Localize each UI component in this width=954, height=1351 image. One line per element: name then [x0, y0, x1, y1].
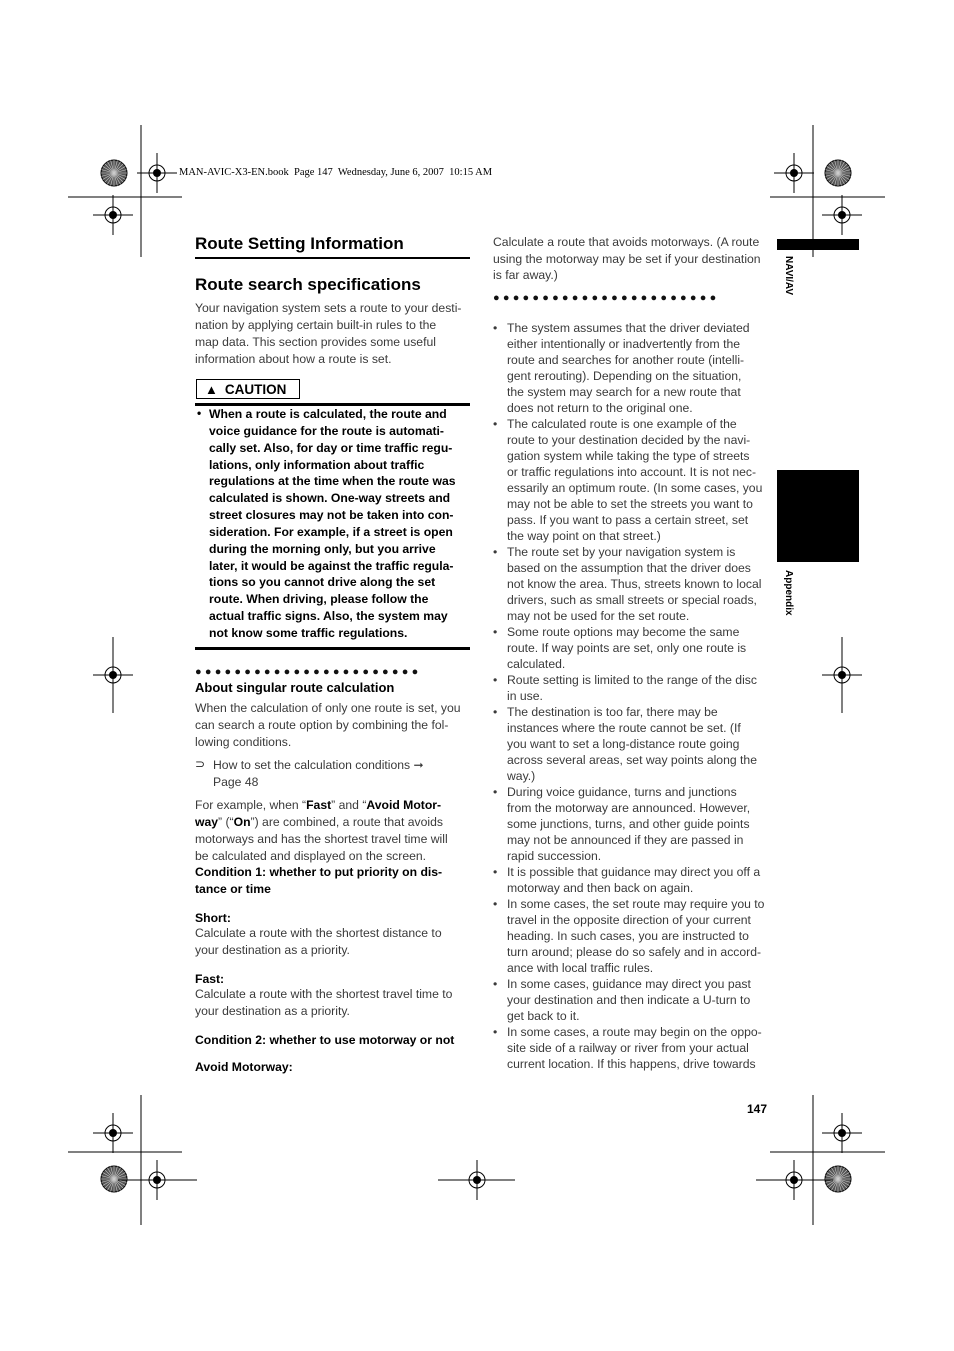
bullet-marker: •: [493, 545, 498, 559]
avoid-motorway-description: [493, 234, 761, 284]
text-line: gation system while taking the type of streets: [507, 449, 750, 463]
caution-text: [209, 406, 456, 642]
text-line: street closures may not be taken into con-: [209, 508, 454, 523]
text-line: When a route is calculated, the route and: [209, 407, 447, 421]
text-line: site side of a railway or river from your actual: [507, 1041, 749, 1055]
text-line: can search a route option by combining the fol-: [195, 718, 449, 732]
divider: [195, 647, 470, 650]
text-line: gent rerouting). Depending on the situation,: [507, 369, 742, 383]
dotted-separator: ●●●●●●●●●●●●●●●●●●●●●●●: [493, 292, 720, 304]
text-line: The system assumes that the driver deviated: [507, 321, 750, 335]
text-line: some junctions, turns, and other guide points: [507, 817, 750, 831]
text-line: tions so you cannot drive along the set: [209, 575, 436, 590]
text-line: How to set the calculation conditions ➞: [213, 758, 424, 772]
list-item: [507, 544, 762, 624]
page-reference-link[interactable]: [213, 757, 424, 791]
text-line: or traffic regulations into account. It is not nec-: [507, 465, 757, 479]
text-line: based on the assumption that the driver does: [507, 561, 751, 575]
text-segment: ” (“: [218, 815, 234, 829]
text-segment: For example, when “: [195, 798, 307, 812]
emphasis-text: Fast: [306, 798, 332, 812]
text-line: drivers, such as small streets or special roads,: [507, 593, 757, 607]
emphasis-text: way: [195, 815, 219, 829]
text-line: calculated is shown. One-way streets and: [209, 491, 451, 506]
text-line: route to your destination decided by the navi-: [507, 433, 751, 447]
side-tab-appendix: Appendix: [783, 570, 794, 616]
subsection-title: Route search specifications: [195, 275, 421, 294]
text-line: your destination as a priority.: [195, 943, 350, 957]
text-line: pass. If you want to pass a certain street, set: [507, 513, 749, 527]
text-line: [195, 831, 448, 848]
caution-badge: [196, 379, 300, 399]
text-line: It is possible that guidance may direct you off a: [507, 865, 761, 879]
text-line: may not be announced if they are passed in: [507, 833, 744, 847]
text-line: get back to it.: [507, 1009, 580, 1023]
text-line: The destination is too far, there may be: [507, 705, 718, 719]
list-item: [507, 864, 760, 896]
text-line: [195, 814, 448, 831]
text-line: The route set by your navigation system is: [507, 545, 736, 559]
text-line: In some cases, guidance may direct you past: [507, 977, 751, 991]
singular-paragraph: [195, 700, 461, 751]
bullet-marker: •: [493, 977, 498, 991]
emphasis-text: On: [233, 815, 251, 829]
bullet-marker: •: [493, 865, 498, 879]
text-line: route and searches for another route (intelli-: [507, 353, 745, 367]
text-line: nation by applying certain built-in rules to the: [195, 318, 437, 332]
text-segment: ” and “: [331, 798, 367, 812]
text-segment: ”) are combined, a route that avoids: [250, 815, 443, 829]
text-line: motorway and then back on again.: [507, 881, 694, 895]
bullet-marker: •: [197, 406, 202, 420]
text-line: Route setting is limited to the range of the disc: [507, 673, 757, 687]
text-line: rapid succession.: [507, 849, 602, 863]
text-line: Some route options may become the same: [507, 625, 740, 639]
text-line: travel in the opposite direction of your current: [507, 913, 751, 927]
list-item: [507, 896, 764, 976]
list-item: [507, 704, 757, 784]
example-paragraph: [195, 797, 448, 865]
bullet-marker: •: [493, 897, 498, 911]
list-item: [507, 320, 750, 416]
list-item: [507, 976, 751, 1024]
bullet-marker: •: [493, 321, 498, 335]
text-line: Your navigation system sets a route to your desti-: [195, 301, 462, 315]
text-line: using the motorway may be set if your destination: [493, 251, 761, 266]
text-line: the system may search for a new route that: [507, 385, 741, 399]
text-line: either intentionally or inadvertently from the: [507, 337, 741, 351]
fast-label: Fast:: [195, 972, 225, 986]
text-line: In some cases, a route may begin on the oppo-: [507, 1025, 762, 1039]
bullet-marker: •: [493, 785, 498, 799]
list-item: [507, 416, 762, 544]
intro-paragraph: [195, 300, 461, 368]
dotted-separator: ●●●●●●●●●●●●●●●●●●●●●●●: [195, 666, 422, 678]
text-line: may not be able to set the streets you want to: [507, 497, 753, 511]
condition-1-heading: [195, 864, 442, 898]
text-line: route. If way points are set, only one route is: [507, 641, 747, 655]
condition-2-heading: Condition 2: whether to use motorway or not: [195, 1033, 455, 1047]
text-line: Calculate a route that avoids motorways. (A route: [493, 235, 760, 249]
text-line: during the morning only, but you arrive: [209, 541, 436, 556]
text-line: actual traffic signs. Also, the system may: [209, 609, 448, 624]
text-line: lowing conditions.: [195, 735, 292, 749]
section-title: Route Setting Information: [195, 234, 404, 253]
text-line: map data. This section provides some useful: [195, 335, 436, 349]
text-line: may not be used for the set route.: [507, 609, 690, 623]
text-line: In some cases, the set route may require you to: [507, 897, 765, 911]
text-line: regulations at the time when the route was: [209, 474, 456, 489]
text-line: route. When driving, please follow the: [209, 592, 429, 607]
text-line: way.): [507, 769, 536, 783]
bullet-marker: •: [493, 417, 498, 431]
text-line: voice guidance for the route is automati-: [209, 423, 444, 438]
text-line: current location. If this happens, drive towards: [507, 1057, 756, 1071]
caution-label: CAUTION: [224, 381, 287, 397]
short-description: [195, 925, 442, 959]
avoid-motorway-label: Avoid Motorway:: [195, 1060, 293, 1074]
text-line: from the motorway are announced. However,: [507, 801, 751, 815]
text-line: lations, only information about traffic: [209, 457, 425, 472]
list-item: [507, 1024, 762, 1072]
text-line: Calculate a route with the shortest distance to: [195, 926, 442, 940]
text-line: heading. In such cases, you are instructed to: [507, 929, 749, 943]
text-line: later, it would be against the traffic regula-: [209, 558, 454, 573]
text-line: cally set. Also, for day or time traffic regu-: [209, 440, 453, 455]
text-line: The calculated route is one example of the: [507, 417, 737, 431]
text-line: [195, 797, 448, 814]
text-line: Page 48: [213, 775, 259, 789]
text-line: across several areas, set way points along the: [507, 753, 757, 767]
print-header: MAN-AVIC-X3-EN.book Page 147 Wednesday, June 6, 2007 10:15 AM: [179, 167, 493, 178]
text-line: turn around; please do so safely and in accord-: [507, 945, 762, 959]
text-line: [195, 848, 448, 865]
list-item: [507, 624, 746, 672]
text-line: When the calculation of only one route is set, you: [195, 701, 461, 715]
text-line: not know the area. Thus, streets known to local: [507, 577, 762, 591]
text-segment: be calculated and displayed on the screen.: [195, 849, 427, 863]
bullet-marker: •: [493, 625, 498, 639]
emphasis-text: Avoid Motor-: [366, 798, 442, 812]
list-item: [507, 672, 757, 704]
text-line: your destination as a priority.: [195, 1004, 350, 1018]
text-segment: motorways and has the shortest travel time will: [195, 832, 448, 846]
list-item: [507, 784, 750, 864]
page-number: 147: [747, 1102, 768, 1116]
text-line: tance or time: [195, 882, 271, 896]
text-line: During voice guidance, turns and junctions: [507, 785, 737, 799]
short-label: Short:: [195, 911, 231, 925]
bullet-marker: •: [493, 673, 498, 687]
text-line: your destination and then indicate a U-turn to: [507, 993, 751, 1007]
text-line: sideration. For example, if a street is open: [209, 524, 453, 539]
text-line: the way point on that street.): [507, 529, 661, 543]
text-line: calculated.: [507, 657, 566, 671]
text-line: Condition 1: whether to put priority on dis-: [195, 865, 443, 879]
text-line: instances where the route cannot be set. (If: [507, 721, 741, 735]
bullet-marker: •: [493, 705, 498, 719]
text-line: does not return to the original one.: [507, 401, 693, 415]
reference-arrow-icon: ⊃: [195, 757, 206, 771]
text-line: in use.: [507, 689, 543, 703]
side-tab-bar: [777, 239, 859, 250]
divider: [195, 257, 470, 259]
text-line: ance with local traffic rules.: [507, 961, 654, 975]
text-line: is far away.): [493, 268, 558, 282]
side-tab-block: [777, 470, 859, 562]
text-line: you want to set a long-distance route going: [507, 737, 740, 751]
text-line: Calculate a route with the shortest travel time to: [195, 987, 453, 1001]
text-line: essarily an optimum route. (In some cases, you: [507, 481, 763, 495]
bullet-marker: •: [493, 1025, 498, 1039]
warning-icon: ▲: [205, 381, 218, 397]
side-tab-navi-av: NAVI/AV: [783, 256, 794, 296]
text-line: not know some traffic regulations.: [209, 625, 408, 640]
fast-description: [195, 986, 452, 1020]
about-heading: About singular route calculation: [195, 680, 395, 695]
text-line: information about how a route is set.: [195, 352, 392, 366]
